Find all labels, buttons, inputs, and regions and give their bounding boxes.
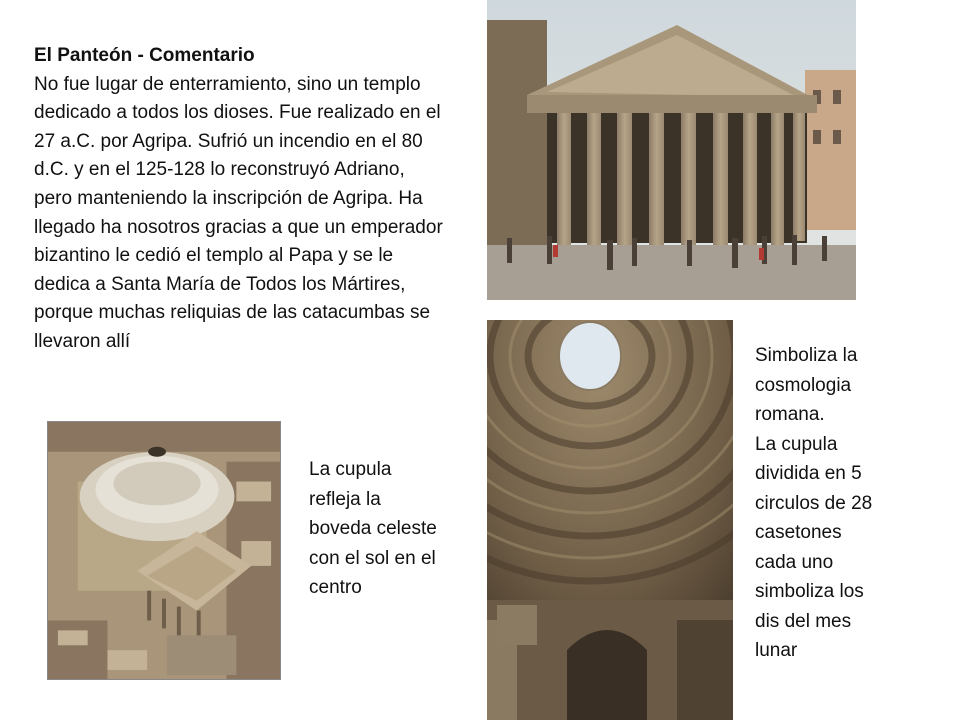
caption-line: romana. bbox=[755, 404, 825, 425]
caption-line: simboliza los bbox=[755, 581, 864, 602]
caption-line: centro bbox=[309, 577, 362, 598]
caption-line: lunar bbox=[755, 640, 798, 661]
comment-body: No fue lugar de enterramiento, sino un templo dedicado a todos los dioses. Fue realizado en el 27 a.C. por Agripa. Sufrió un incendio en el 80 d.C. y en el 125-128 lo reconstruyó Adriano, pero manteniendo la inscripción de Agripa. Ha llegado ha nosotros gracias a que un emperador bizantino le cedió el templo al Papa y se le dedica a Santa María de Todos los Mártires, porque muchas reliquias de las catacumbas se llevaron allí bbox=[34, 73, 443, 352]
comment-text-block bbox=[34, 42, 444, 357]
caption-line: circulos de 28 bbox=[755, 492, 873, 514]
pantheon-portico-photo bbox=[487, 0, 856, 300]
caption-line: La cupula bbox=[755, 433, 838, 455]
caption-simboliza bbox=[755, 341, 925, 666]
caption-line: La cupula bbox=[309, 459, 392, 480]
pantheon-aerial-photo bbox=[47, 421, 281, 680]
slide-title: El Panteón - Comentario bbox=[34, 45, 255, 66]
caption-cupula bbox=[309, 455, 469, 603]
caption-line: Simboliza la bbox=[755, 345, 858, 366]
caption-line: casetones bbox=[755, 522, 842, 543]
caption-line: boveda celeste bbox=[309, 518, 437, 539]
pantheon-dome-interior-photo bbox=[487, 320, 733, 720]
caption-line: refleja la bbox=[309, 488, 381, 510]
caption-line: cosmologia bbox=[755, 374, 852, 396]
caption-line: cada uno bbox=[755, 551, 834, 573]
caption-line: dividida en 5 bbox=[755, 463, 862, 484]
caption-line: dis del mes bbox=[755, 610, 852, 632]
caption-line: con el sol en el bbox=[309, 547, 436, 569]
